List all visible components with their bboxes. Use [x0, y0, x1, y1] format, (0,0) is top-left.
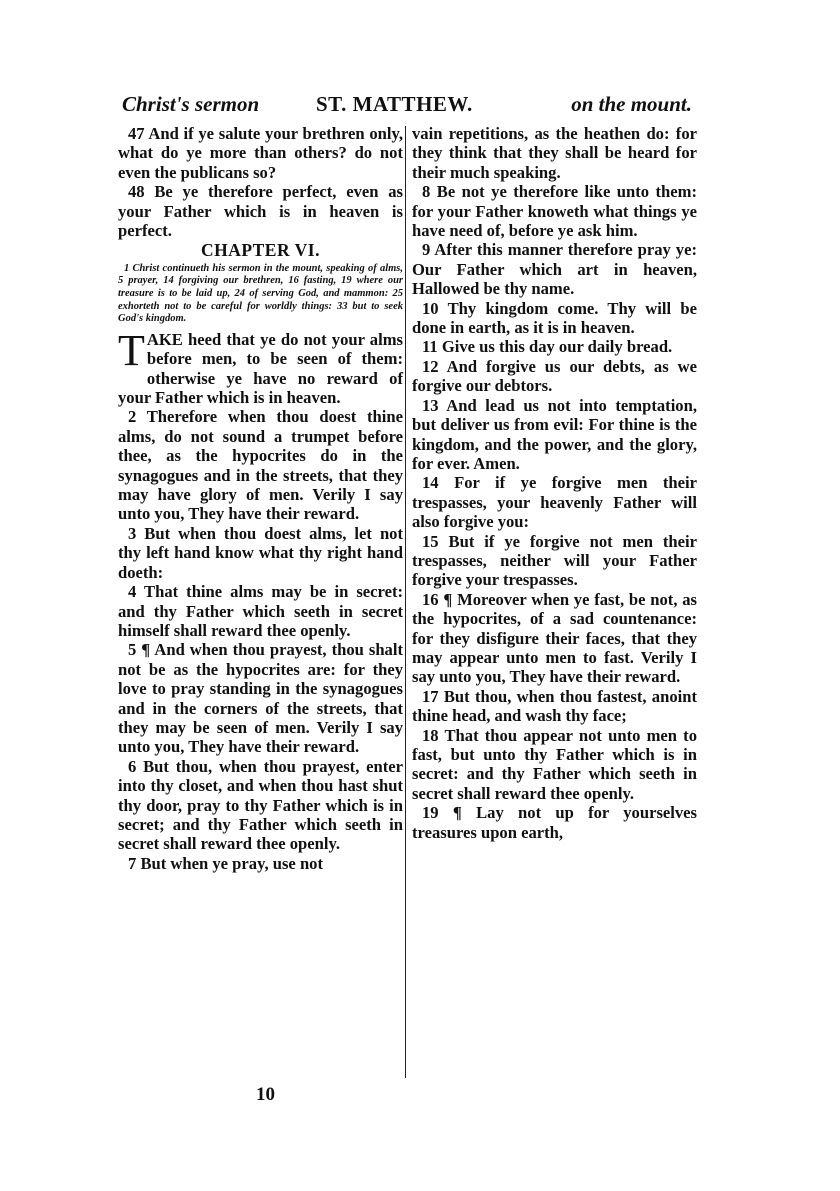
verse-12: 12 And forgive us our debts, as we forgive our debtors.	[412, 356, 697, 396]
verse-3: 3 But when thou doest alms, let not thy left hand know what thy right hand doeth:	[118, 523, 403, 582]
verse-14: 14 For if ye forgive men their trespasses, your heavenly Father will also forgive you:	[412, 473, 697, 532]
left-column	[118, 124, 403, 873]
verse-11: 11 Give us this day our daily bread.	[422, 337, 673, 357]
drop-cap: T	[118, 325, 145, 375]
verse-48: 48 Be ye therefore perfect, even as your Father which is in heaven is perfect.	[118, 182, 403, 241]
verse-7-continued: vain repetitions, as the heathen do: for they think that they shall be heard for their much speaking.	[412, 124, 697, 182]
chapter-summary: 1 Christ continueth his sermon in the mount, speaking of alms, 5 prayer, 14 forgiving our brethren, 16 fasting, 19 where our treasure is to be laid up, 24 of serving God, and mammon: 25 exhorteth not to be careful for worldly things: 33 but to seek God's kingdom.	[118, 262, 403, 325]
verse-7: 7 But when ye pray, use not	[128, 853, 324, 873]
verse-47: 47 And if ye salute your brethren only, what do ye more than others? do not even the publicans so?	[118, 124, 403, 182]
verse-17: 17 But thou, when thou fastest, anoint thine head, and wash thy face;	[412, 686, 697, 726]
verse-9: 9 After this manner therefore pray ye: Our Father which art in heaven, Hallowed be thy name.	[412, 240, 697, 299]
verse-6: 6 But thou, when thou prayest, enter into thy closet, and when thou hast shut thy door, pray to thy Father which is in secret; and thy Father which seeth in secret shall reward thee openly.	[118, 756, 403, 854]
header-book-title: ST. MATTHEW.	[316, 92, 473, 116]
verse-18: 18 That thou appear not unto men to fast, but unto thy Father which is in secret: and thy Father which seeth in secret shall reward thee openly.	[412, 725, 697, 803]
verse-10: 10 Thy kingdom come. Thy will be done in earth, as it is in heaven.	[412, 298, 697, 338]
column-divider	[405, 126, 406, 1078]
verse-19: 19 ¶ Lay not up for yourselves treasures upon earth,	[412, 803, 697, 842]
verse-2: 2 Therefore when thou doest thine alms, do not sound a trumpet before thee, as the hypocrites do in the synagogues and in the streets, that they may have glory of men. Verily I say unto you, They have their reward.	[118, 407, 403, 524]
verse-4: 4 That thine alms may be in secret: and thy Father which seeth in secret himself shall reward thee openly.	[118, 582, 403, 640]
verse-16: 16 ¶ Moreover when ye fast, be not, as the hypocrites, of a sad countenance: for they disfigure their faces, that they may appear unto men to fast. Verily I say unto you, They have their reward.	[412, 589, 697, 687]
two-column-text	[118, 124, 697, 1084]
verse-1-text: AKE heed that ye do not your alms before men, to be seen of them: otherwise ye have no reward of your Father which is in heaven.	[118, 329, 403, 408]
running-header	[118, 92, 694, 124]
right-column	[412, 124, 697, 842]
verse-1	[118, 325, 403, 408]
bible-page	[118, 92, 697, 1105]
chapter-heading: CHAPTER VI.	[201, 240, 320, 261]
verse-15: 15 But if ye forgive not men their trespasses, neither will your Father forgive your trespasses.	[412, 531, 697, 590]
verse-13: 13 And lead us not into temptation, but deliver us from evil: For thine is the kingdom, and the power, and the glory, for ever. Amen.	[412, 395, 697, 473]
header-right: on the mount.	[571, 92, 692, 116]
header-left: Christ's sermon	[122, 92, 260, 116]
verse-5: 5 ¶ And when thou prayest, thou shalt not be as the hypocrites are: for they love to pray standing in the synagogues and in the corners of the streets, that they may be seen of men. Verily I say unto you, They have their reward.	[118, 640, 403, 757]
page-number: 10	[256, 1084, 275, 1105]
verse-8: 8 Be not ye therefore like unto them: for your Father knoweth what things ye have need of, before ye ask him.	[412, 182, 697, 241]
